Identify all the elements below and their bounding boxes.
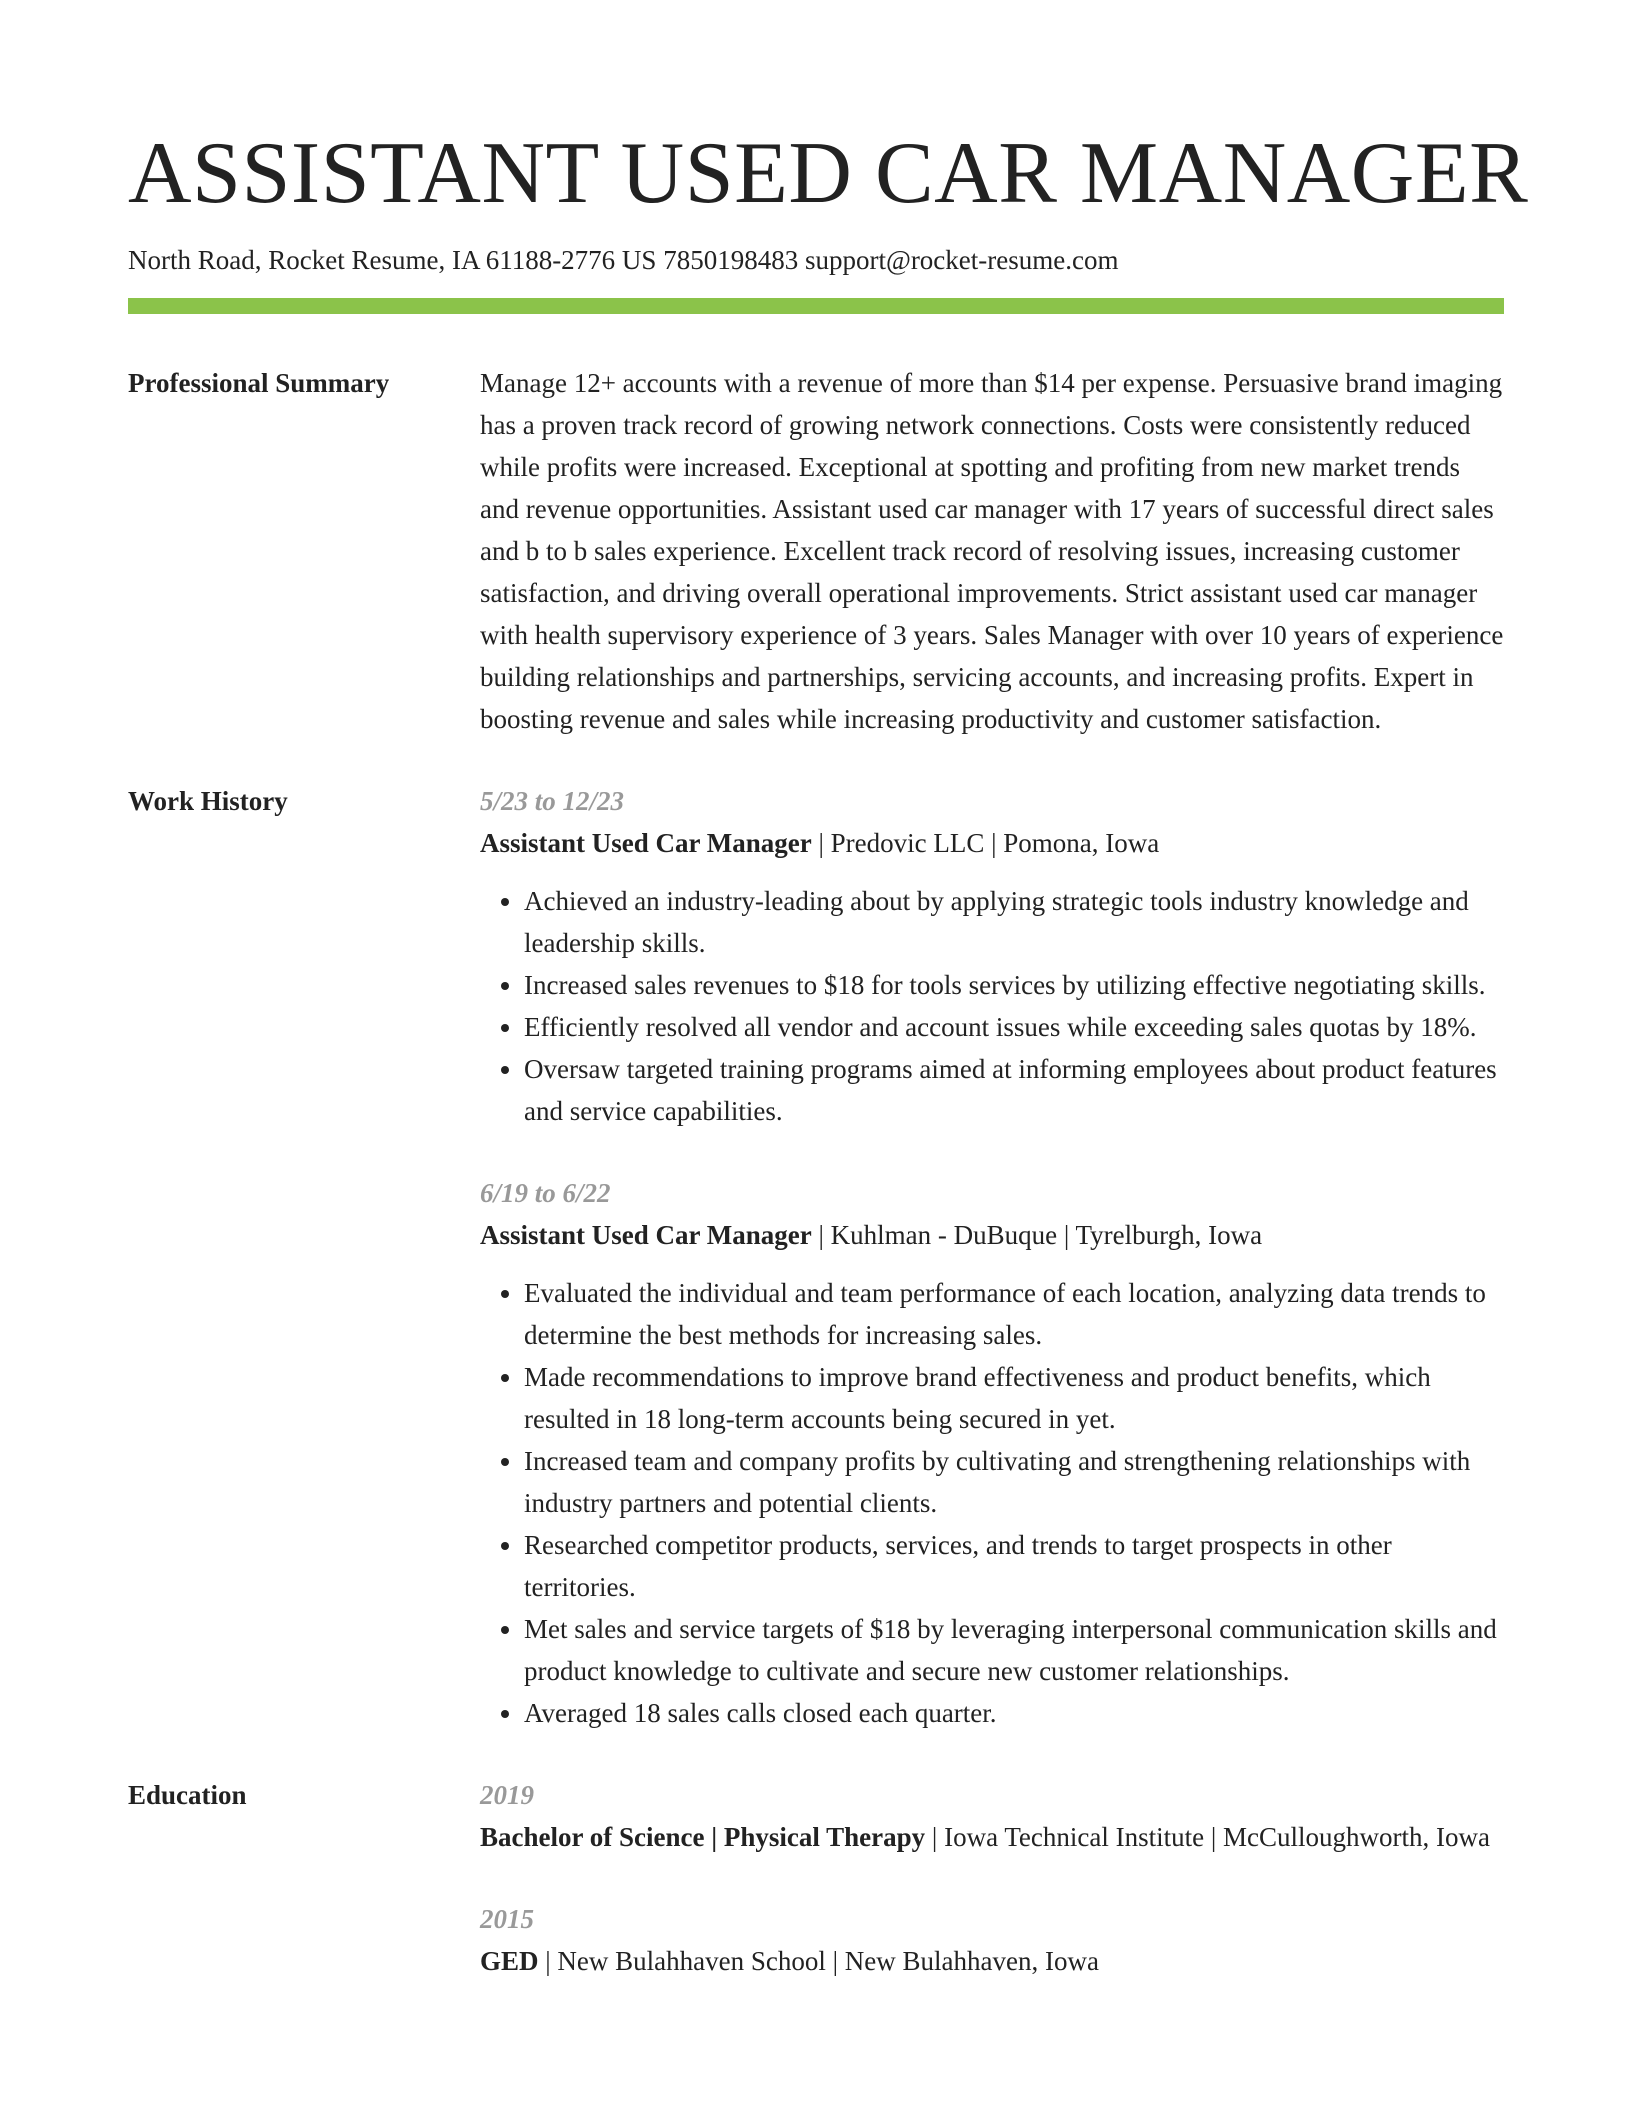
education-degree: Bachelor of Science | Physical Therapy	[480, 1822, 926, 1853]
summary-section	[128, 362, 1504, 740]
education-degree: GED	[480, 1946, 539, 1977]
job-bullets	[480, 1272, 1504, 1734]
education-line	[480, 1816, 1504, 1858]
education-year: 2015	[480, 1904, 534, 1935]
section-title-summary: Professional Summary	[128, 368, 390, 399]
job-bullet: • Made recommendations to improve brand effectiveness and product benefits, which resulted in 18 long-term accounts being secured in yet.	[524, 1356, 1504, 1440]
job-entry	[480, 780, 1504, 1132]
contact-line: North Road, Rocket Resume, IA 61188-2776 US 7850198483 support@rocket-resume.com	[128, 245, 1119, 275]
job-bullet: • Oversaw targeted training programs aimed at informing employees about product features and service capabilities.	[524, 1048, 1504, 1132]
section-title-work-history: Work History	[128, 786, 288, 817]
job-employer-location: | Predovic LLC | Pomona, Iowa	[811, 828, 1160, 859]
job-bullet: • Increased sales revenues to $18 for tools services by utilizing effective negotiating skills.	[524, 964, 1504, 1006]
work-history-section	[128, 780, 1504, 1734]
education-line	[480, 1940, 1504, 1982]
job-entry	[480, 1172, 1504, 1734]
job-bullet: • Efficiently resolved all vendor and account issues while exceeding sales quotas by 18%.	[524, 1006, 1504, 1048]
education-body	[480, 1774, 1504, 1982]
job-dates: 5/23 to 12/23	[480, 786, 625, 817]
job-bullet: • Achieved an industry-leading about by applying strategic tools industry knowledge and leadership skills.	[524, 880, 1504, 964]
work-history-body	[480, 780, 1504, 1734]
job-bullet: • Increased team and company profits by cultivating and strengthening relationships with industry partners and potential clients.	[524, 1440, 1504, 1524]
education-entry	[480, 1898, 1504, 1982]
job-bullet: • Researched competitor products, services, and trends to target prospects in other territories.	[524, 1524, 1504, 1608]
job-bullets	[480, 880, 1504, 1132]
accent-divider	[128, 298, 1504, 314]
education-section	[128, 1774, 1504, 1982]
summary-text: Manage 12+ accounts with a revenue of more than $14 per expense. Persuasive brand imaging has a proven track record of growing network connections. Costs were consistently reduced while profits were increased. Exceptional at spotting and profiting from new market trends and revenue opportunities. Assistant used car manager with 17 years of successful direct sales and b to b sales experience. Excellent track record of resolving issues, increasing customer satisfaction, and driving overall operational improvements. Strict assistant used car manager with health supervisory experience of 3 years. Sales Manager with over 10 years of experience building relationships and partnerships, servicing accounts, and increasing profits. Expert in boosting revenue and sales while increasing productivity and customer satisfaction.	[480, 368, 1504, 735]
job-bullet: • Averaged 18 sales calls closed each quarter.	[524, 1692, 1504, 1734]
job-title: Assistant Used Car Manager	[480, 1220, 812, 1251]
job-bullet: • Met sales and service targets of $18 by leveraging interpersonal communication skills and product knowledge to cultivate and secure new customer relationships.	[524, 1608, 1504, 1692]
education-school-location: | New Bulahhaven School | New Bulahhaven, Iowa	[538, 1946, 1099, 1977]
education-school-location: | Iowa Technical Institute | McCulloughworth, Iowa	[925, 1822, 1490, 1853]
education-year: 2019	[480, 1780, 534, 1811]
job-employer-location: | Kuhlman - DuBuque | Tyrelburgh, Iowa	[811, 1220, 1263, 1251]
education-entry	[480, 1774, 1504, 1858]
job-role-line	[480, 1214, 1504, 1256]
section-title-education: Education	[128, 1780, 247, 1811]
job-bullet: • Evaluated the individual and team performance of each location, analyzing data trends to determine the best methods for increasing sales.	[524, 1272, 1504, 1356]
resume-title: ASSISTANT USED CAR MANAGER	[128, 125, 1529, 222]
job-title: Assistant Used Car Manager	[480, 828, 812, 859]
summary-body	[480, 362, 1504, 740]
job-role-line	[480, 822, 1504, 864]
job-dates: 6/19 to 6/22	[480, 1178, 611, 1209]
